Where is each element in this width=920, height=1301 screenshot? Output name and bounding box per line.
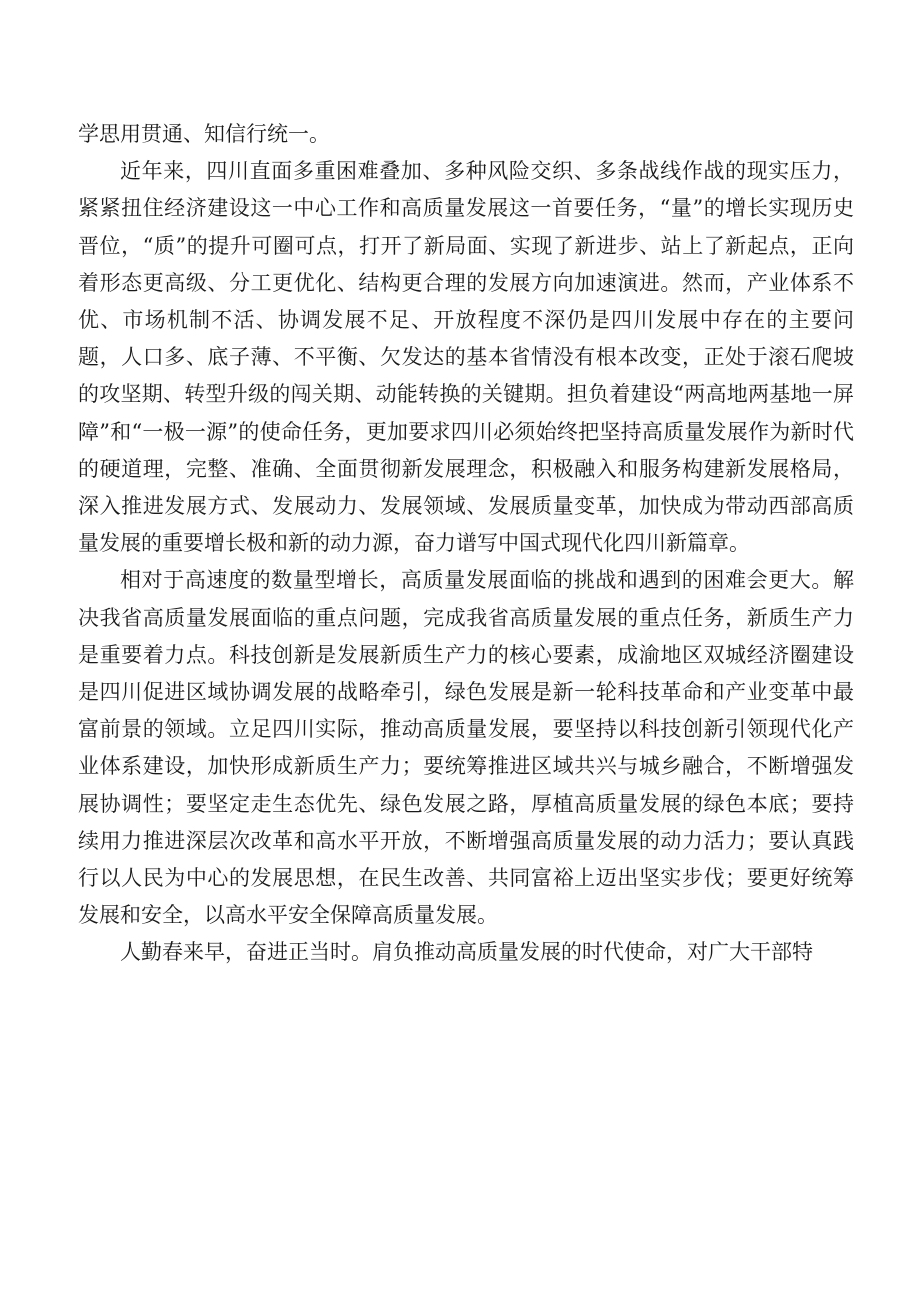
paragraph-continuation: 学思用贯通、知信行统一。 xyxy=(78,122,330,146)
paragraph-high-quality-development: 相对于高速度的数量型增长，高质量发展面临的挑战和遇到的困难会更大。解决我省高质量发展面临的重点问题，完成我省高质量发展的重点任务，新质生产力是重要着力点。科技创新是发展新质生产力的核心要素，成渝地区双城经济圈建设是四川促进区域协调发展的战略牵引，绿色发展是新一轮科技革命和产业变革中最富前景的领域。立足四川实际，推动高质量发展，要坚持以科技创新引领现代化产业体系建设，加快形成新质生产力；要统筹推进区域共兴与城乡融合，不断增强发展协调性；要坚定走生态优先、绿色发展之路，厚植高质量发展的绿色本底；要持续用力推进深层次改革和高水平开放，不断增强高质量发展的动力活力；要认真践行以人民为中心的发展思想，在民生改善、共同富裕上迈出坚实步伐；要更好统筹发展和安全，以高水平安全保障高质量发展。 xyxy=(78,568,854,928)
paragraph-sichuan-development: 近年来，四川直面多重困难叠加、多种风险交织、多条战线作战的现实压力，紧紧扭住经济建设这一中心工作和高质量发展这一首要任务，“量”的增长实现历史晋位，“质”的提升可圈可点，打开了新局面、实现了新进步、站上了新起点，正向着形态更高级、分工更优化、结构更合理的发展方向加速演进。然而，产业体系不优、市场机制不活、协调发展不足、开放程度不深仍是四川发展中存在的主要问题，人口多、底子薄、不平衡、欠发达的基本省情没有根本改变，正处于滚石爬坡的攻坚期、转型升级的闯关期、动能转换的关键期。担负着建设“两高地两基地一屏障”和“一极一源”的使命任务，更加要求四川必须始终把坚持高质量发展作为新时代的硬道理，完整、准确、全面贯彻新发展理念，积极融入和服务构建新发展格局，深入推进发展方式、发展动力、发展领域、发展质量变革，加快成为带动西部高质量发展的重要增长极和新的动力源，奋力谱写中国式现代化四川新篇章。 xyxy=(78,159,854,556)
paragraph-cadres-mission: 人勤春来早，奋进正当时。肩负推动高质量发展的时代使命，对广大干部特 xyxy=(120,940,813,965)
document-body xyxy=(78,116,854,972)
